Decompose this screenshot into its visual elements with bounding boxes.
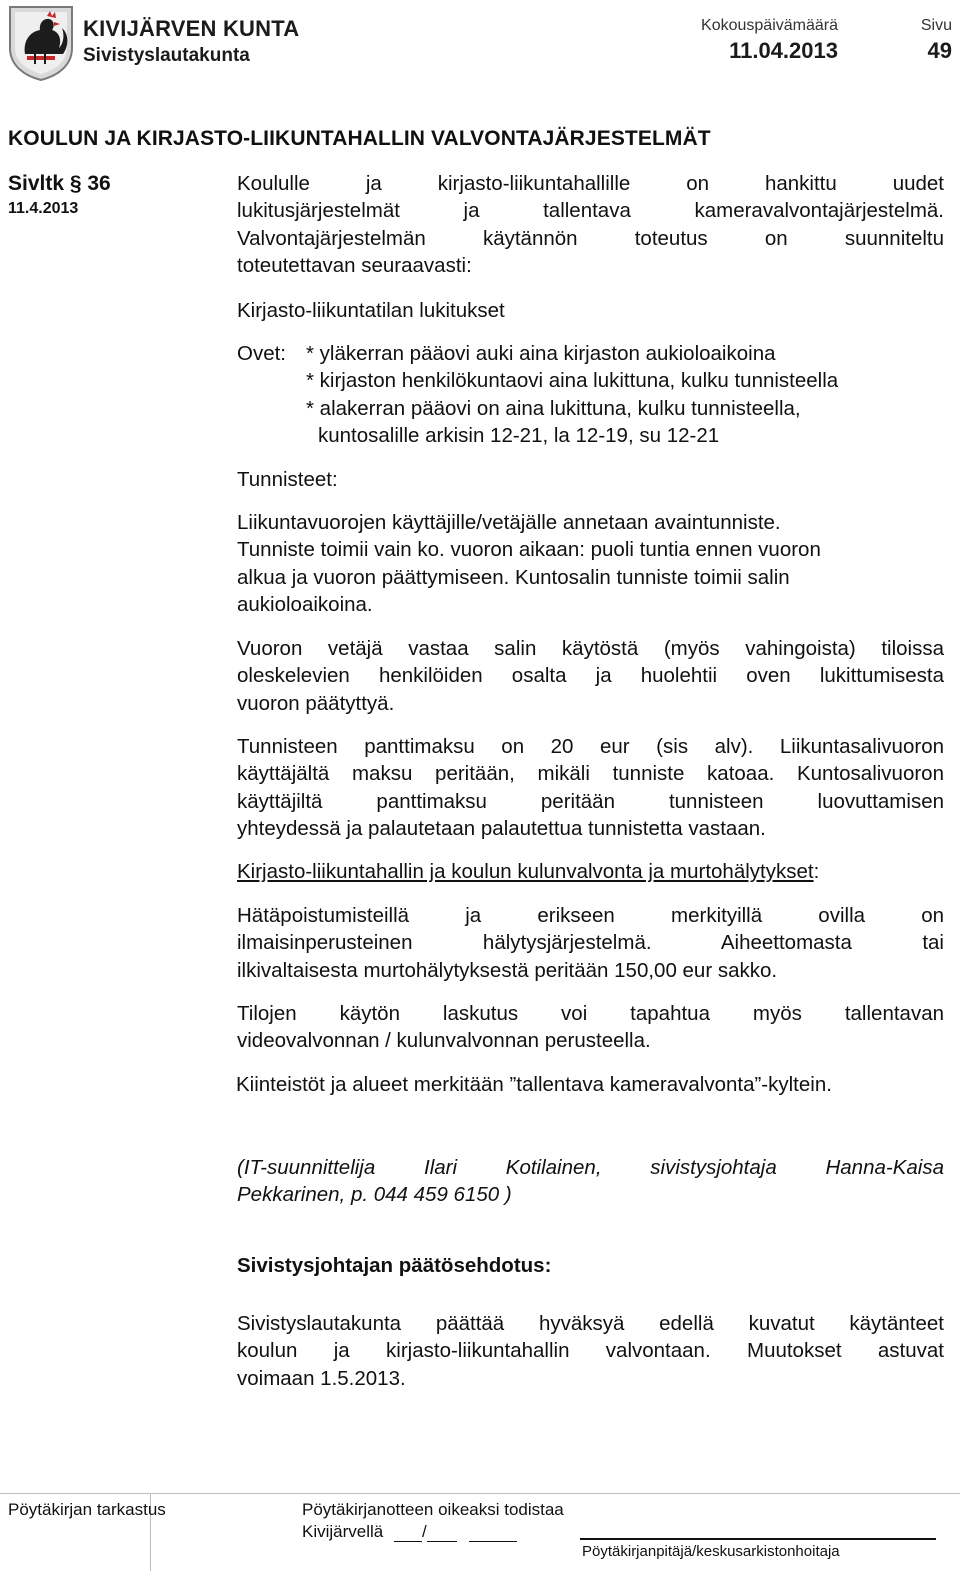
text-line: Tunniste toimii vain ko. vuoron aikaan: puoli tuntia ennen vuoron [237,538,821,562]
text-line: (IT-suunnittelija Ilari Kotilainen, sivistysjohtaja Hanna-Kaisa [237,1156,944,1179]
date-slash: / [421,1522,427,1541]
doors-list [306,340,946,449]
org-name: KIVIJÄRVEN KUNTA [83,16,300,41]
footer-place-line [302,1522,517,1542]
text-line: Tunnisteen panttimaksu on 20 eur (sis alv). Liikuntasalivuoron [237,735,944,758]
tags-paragraph [237,509,944,618]
year-blank [469,1524,517,1542]
text-line: Vuoron vetäjä vastaa salin käytöstä (myös vahingoista) tiloissa [237,637,944,660]
text-line: Koululle ja kirjasto-liikuntahallille on hankittu uudet [237,172,944,195]
list-item: * yläkerran pääovi auki aina kirjaston aukioloaikoina [306,342,776,365]
text-line: oleskelevien henkilöiden osalta ja huolehtii oven lukittumisesta [237,664,944,688]
alarm-paragraph [237,902,944,984]
text-line: lukitusjärjestelmät ja tallentava kameravalvontajärjestelmä. [237,199,944,223]
alarm-heading-colon: : [813,860,820,883]
billing-paragraph [237,1000,944,1055]
text-line: Valvontajärjestelmän käytännön toteutus on suunniteltu [237,226,944,250]
text-line: käyttäjältä maksu peritään, mikäli tunniste katoaa. Kuntosalivuoron [237,762,944,786]
page-label: Sivu [920,17,952,34]
text-line: aukioloaikoina. [237,592,373,616]
footer-place: Kivijärvellä [302,1522,384,1541]
deposit-paragraph [237,733,944,842]
contact-paragraph [237,1154,944,1209]
org-subtitle: Sivistyslautakunta [83,45,250,66]
text-line: toteutettavan seuraavasti: [237,253,472,277]
footer-certified-label: Pöytäkirjanotteen oikeaksi todistaa [302,1500,564,1519]
proposal-paragraph [237,1310,944,1392]
alarm-heading-text: Kirjasto-liikuntahallin ja koulun kulunvalvonta ja murtohälytykset [237,860,814,883]
month-blank [427,1524,457,1542]
section-date: 11.4.2013 [8,200,79,217]
document-title: KOULUN JA KIRJASTO-LIIKUNTAHALLIN VALVONTAJÄRJESTELMÄT [8,127,711,150]
text-line: Hätäpoistumisteillä ja erikseen merkityillä ovilla on [237,904,944,927]
text-line: alkua ja vuoron päättymiseen. Kuntosalin tunniste toimii salin [237,565,790,589]
footer-review-label: Pöytäkirjan tarkastus [8,1500,166,1519]
text-line: voimaan 1.5.2013. [237,1366,406,1390]
text-line: koulun ja kirjasto-liikuntahallin valvontaan. Muutokset astuvat [237,1339,944,1363]
page-number: 49 [927,38,952,63]
text-line: Sivistyslautakunta päättää hyväksyä edellä kuvatut käytänteet [237,1312,944,1335]
intro-paragraph [237,170,944,279]
footer-divider [0,1493,960,1494]
day-blank [394,1524,422,1542]
list-item: * alakerran pääovi on aina lukittuna, kulku tunnisteella, [306,396,801,420]
text-line: Liikuntavuorojen käyttäjille/vetäjälle annetaan avaintunniste. [237,511,781,534]
locks-heading: Kirjasto-liikuntatilan lukitukset [237,299,505,322]
text-line: vuoron päätyttyä. [237,691,395,715]
leader-paragraph [237,635,944,717]
meeting-date-value: 11.04.2013 [729,38,838,63]
section-code: Sivltk § 36 [8,172,111,195]
text-line: Pekkarinen, p. 044 459 6150 ) [237,1183,512,1207]
signs-paragraph: Kiinteistöt ja alueet merkitään ”tallentava kameravalvonta”-kyltein. [236,1073,832,1096]
text-line: Tilojen käytön laskutus voi tapahtua myös tallentavan [237,1002,944,1025]
text-line: käyttäjiltä panttimaksu peritään tunnisteen luovuttamisen [237,789,944,813]
doors-label: Ovet: [237,342,286,365]
alarm-heading [237,858,819,885]
text-line: videovalvonnan / kulunvalvonnan perusteella. [237,1029,651,1053]
tags-label: Tunnisteet: [237,468,338,491]
text-line: ilmaisinperusteinen hälytysjärjestelmä. Aiheettomasta tai [237,931,944,955]
text-line: yhteydessä ja palautetaan palautettua tunnistetta vastaan. [237,816,766,840]
rooster-crest-icon [7,4,75,82]
text-line: ilkivaltaisesta murtohälytyksestä peritään 150,00 eur sakko. [237,958,778,982]
list-item: * kirjaston henkilökuntaovi aina lukittuna, kulku tunnisteella [306,369,839,393]
footer-signer: Pöytäkirjanpitäjä/keskusarkistonhoitaja [582,1543,840,1560]
signature-line [580,1538,936,1540]
proposal-heading: Sivistysjohtajan päätösehdotus: [237,1254,552,1277]
meeting-date-label: Kokouspäivämäärä [701,17,838,34]
list-item-continued: kuntosalille arkisin 12-21, la 12-19, su 12-21 [318,423,720,447]
